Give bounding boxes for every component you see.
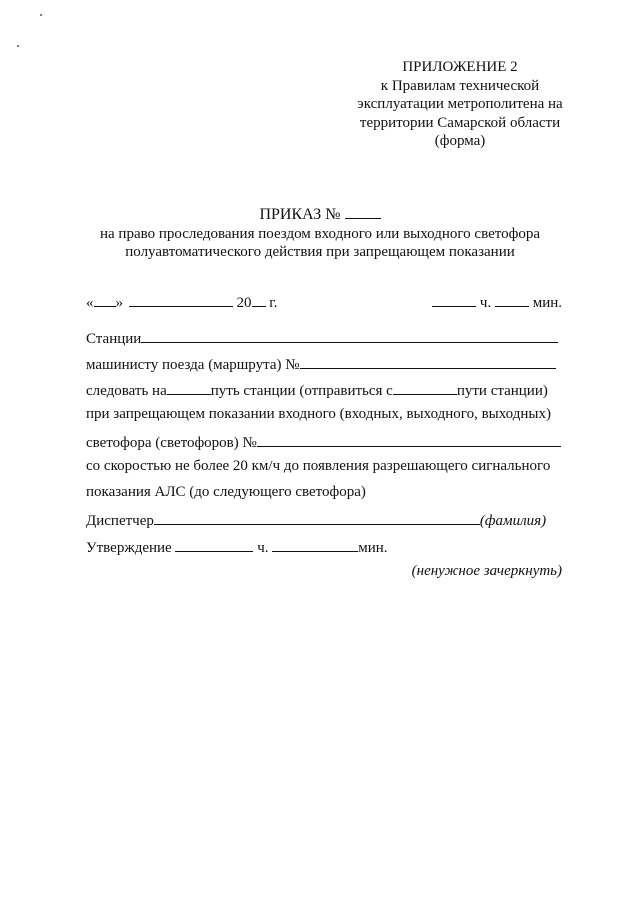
track-station-end-label: пути станции): [456, 383, 548, 399]
als-text: показания АЛС (до следующего светофора): [86, 484, 366, 500]
appendix-form-note: (форма): [434, 133, 486, 149]
signal-label: светофора (светофоров) №: [86, 435, 257, 451]
year-prefix: 20: [236, 295, 252, 311]
train-number-blank[interactable]: [300, 354, 556, 369]
follow-label: следовать на: [86, 383, 167, 399]
appendix-title: ПРИЛОЖЕНИЕ 2: [402, 59, 518, 75]
station-row: [86, 328, 562, 348]
approval-hour-blank[interactable]: [175, 537, 253, 552]
surname-note: (фамилия): [479, 513, 547, 529]
hour-blank[interactable]: [432, 292, 476, 307]
year-blank[interactable]: [252, 292, 266, 307]
hour-label: ч.: [479, 295, 492, 311]
driver-row: [86, 354, 562, 374]
order-title-row: [60, 204, 580, 224]
signal-row: [86, 432, 562, 452]
approval-hour-label: ч.: [257, 540, 269, 556]
order-subtitle: полуавтоматического действия при запрещающем показании: [125, 244, 515, 260]
scan-speck: [40, 14, 42, 16]
date-time-row: [86, 292, 562, 312]
appendix-line: эксплуатации метрополитена на: [357, 96, 563, 112]
driver-label: машинисту поезда (маршрута) №: [86, 357, 300, 373]
dispatcher-blank[interactable]: [154, 510, 480, 525]
date-quote-close: »: [115, 295, 123, 311]
appendix-header: [330, 58, 590, 151]
speed-text: со скоростью не более 20 км/ч до появления разрешающего сигнального: [86, 458, 551, 474]
year-suffix: г.: [269, 295, 278, 311]
minute-label: мин.: [532, 295, 562, 311]
track-row: [86, 380, 562, 400]
date-quote-open: «: [86, 295, 94, 311]
order-title: ПРИКАЗ №: [259, 206, 341, 223]
approval-row: [86, 537, 562, 557]
station-blank[interactable]: [141, 328, 558, 343]
approval-minute-blank[interactable]: [272, 537, 358, 552]
signal-number-blank[interactable]: [257, 432, 561, 447]
strike-note-row: [86, 563, 562, 583]
day-blank[interactable]: [94, 292, 116, 307]
scan-speck: [17, 45, 19, 47]
strike-note: (ненужное зачеркнуть): [411, 563, 562, 579]
dispatcher-label: Диспетчер: [86, 513, 154, 529]
als-row: [86, 484, 562, 504]
prohibiting-row: [86, 406, 562, 426]
depart-track-blank[interactable]: [393, 380, 457, 395]
time-group: [432, 292, 562, 312]
appendix-line: территории Самарской области: [359, 114, 561, 131]
approval-label: Утверждение: [86, 540, 172, 556]
appendix-line: к Правилам технической: [380, 77, 540, 94]
track-station-label: путь станции (отправиться с: [210, 383, 393, 399]
order-heading: [60, 204, 580, 261]
approval-minute-label: мин.: [358, 540, 388, 556]
station-label: Станции: [86, 331, 142, 347]
speed-row: [86, 458, 562, 478]
prohibiting-text: при запрещающем показании входного (входных, выходного, выходных): [86, 406, 551, 422]
track-blank[interactable]: [167, 380, 211, 395]
month-blank[interactable]: [129, 292, 233, 307]
minute-blank[interactable]: [495, 292, 529, 307]
order-subtitle: на право проследования поездом входного или выходного светофора: [100, 226, 540, 242]
dispatcher-row: [86, 510, 562, 530]
order-number-blank[interactable]: [345, 204, 381, 219]
